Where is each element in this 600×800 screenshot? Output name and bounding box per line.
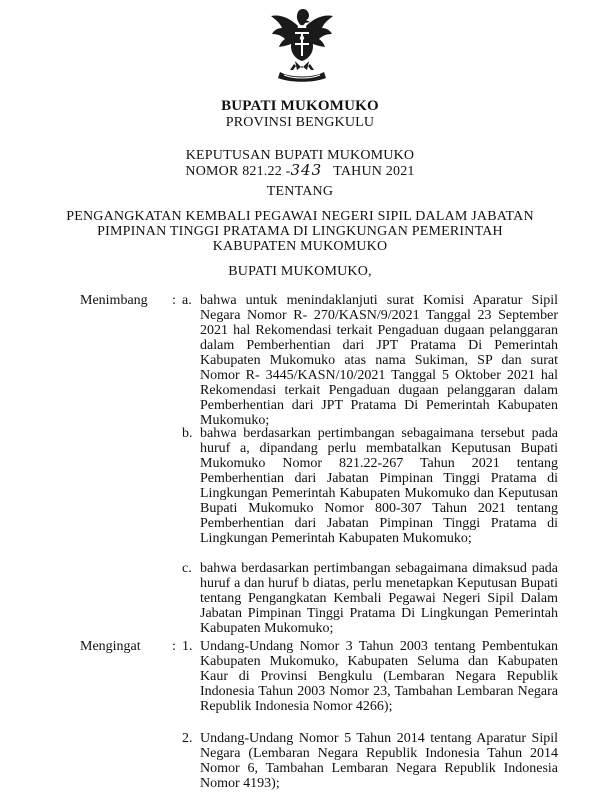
garuda-emblem-icon: [268, 6, 336, 84]
menimbang-item-text: bahwa untuk menindaklanjuti surat Komisi Aparatur Sipil Negara Nomor R- 270/KASN/9/2021 Tanggal 23 September 2021 hal Rekomendasi terkait Pengaduan dugaan pelanggaran dalam Pemberhentian dari JPT Pratama Di Pemerintah Kabupaten Mukomuko atas nama Sukiman, SP dan surat Nomor R- 3445/KASN/10/2021 Tanggal 5 Oktober 2021 hal Rekomendasi terkait Pengaduan dugaan pelanggaran dalam Pemberhentian dari JPT Pratama Di Pemerintah Kabupaten Mukomuko;: [200, 293, 558, 428]
menimbang-label: Menimbang: [80, 293, 148, 308]
province-name: PROVINSI BENGKULU: [225, 115, 375, 130]
menimbang-item-text: bahwa berdasarkan pertimbangan sebagaimana tersebut pada huruf a, dipandang perlu membatalkan Keputusan Bupati Mukomuko Nomor 821.22-267 Tahun 2021 tentang Pemberhentian dari Jabatan Pimpinan Tinggi Pratama di Lingkungan Pemerintah Kabupaten Mukomuko dan Keputusan Bupati Mukomuko Nomor 800-307 Tahun 2021 tentang Pemberhentian dari Jabatan Pimpinan Tinggi Pratama di Lingkungan Pemerintah Kabupaten Mukomuko;: [200, 426, 558, 546]
decree-subject: [0, 209, 600, 254]
menimbang-colon: :: [172, 293, 176, 308]
decree-number-handwritten: 343: [290, 161, 323, 179]
menimbang-item-text: bahwa berdasarkan pertimbangan sebagaimana dimaksud pada huruf a dan huruf b diatas, perlu menetapkan Keputusan Bupati tentang Pengangkatan Kembali Pegawai Negeri Sipil Dalam Jabatan Pimpinan Tinggi Pratama Di Lingkungan Pemerintah Kabupaten Mukomuko;: [200, 561, 558, 636]
mengingat-item-text: Undang-Undang Nomor 5 Tahun 2014 tentang Aparatur Sipil Negara (Lembaran Negara Republik Indonesia Tahun 2014 Nomor 6, Tambahan Lembaran Negara Republik Indonesia Nomor 4193);: [200, 731, 558, 791]
mengingat-colon: :: [172, 639, 176, 654]
subject-line: PIMPINAN TINGGI PRATAMA DI LINGKUNGAN PEMERINTAH: [97, 224, 503, 239]
decree-title: KEPUTUSAN BUPATI MUKOMUKO: [185, 148, 415, 163]
tentang-heading: TENTANG: [266, 184, 334, 199]
decree-number-prefix: NOMOR 821.22 -: [185, 164, 291, 179]
mengingat-item-text: Undang-Undang Nomor 3 Tahun 2003 tentang Pembentukan Kabupaten Mukomuko, Kabupaten Seluma dan Kabupaten Kaur di Provinsi Bengkulu (Lembaran Negara Republik Indonesia Tahun 2003 Nomor 23, Tambahan Lembaran Negara Republik Indonesia Nomor 4266);: [200, 639, 558, 714]
menimbang-item-marker: c.: [182, 561, 192, 576]
decree-number: [0, 163, 600, 179]
mengingat-item-marker: 1.: [182, 639, 193, 654]
authority-heading: BUPATI MUKOMUKO,: [228, 264, 372, 279]
decree-year: TAHUN 2021: [333, 164, 415, 179]
mengingat-item-marker: 2.: [182, 731, 193, 746]
menimbang-item-marker: b.: [182, 426, 193, 441]
subject-line: PENGANGKATAN KEMBALI PEGAWAI NEGERI SIPIL DALAM JABATAN: [66, 209, 534, 224]
regent-title: BUPATI MUKOMUKO: [221, 98, 379, 114]
subject-line: KABUPATEN MUKOMUKO: [212, 239, 388, 254]
menimbang-item-marker: a.: [182, 293, 192, 308]
mengingat-label: Mengingat: [80, 639, 141, 654]
